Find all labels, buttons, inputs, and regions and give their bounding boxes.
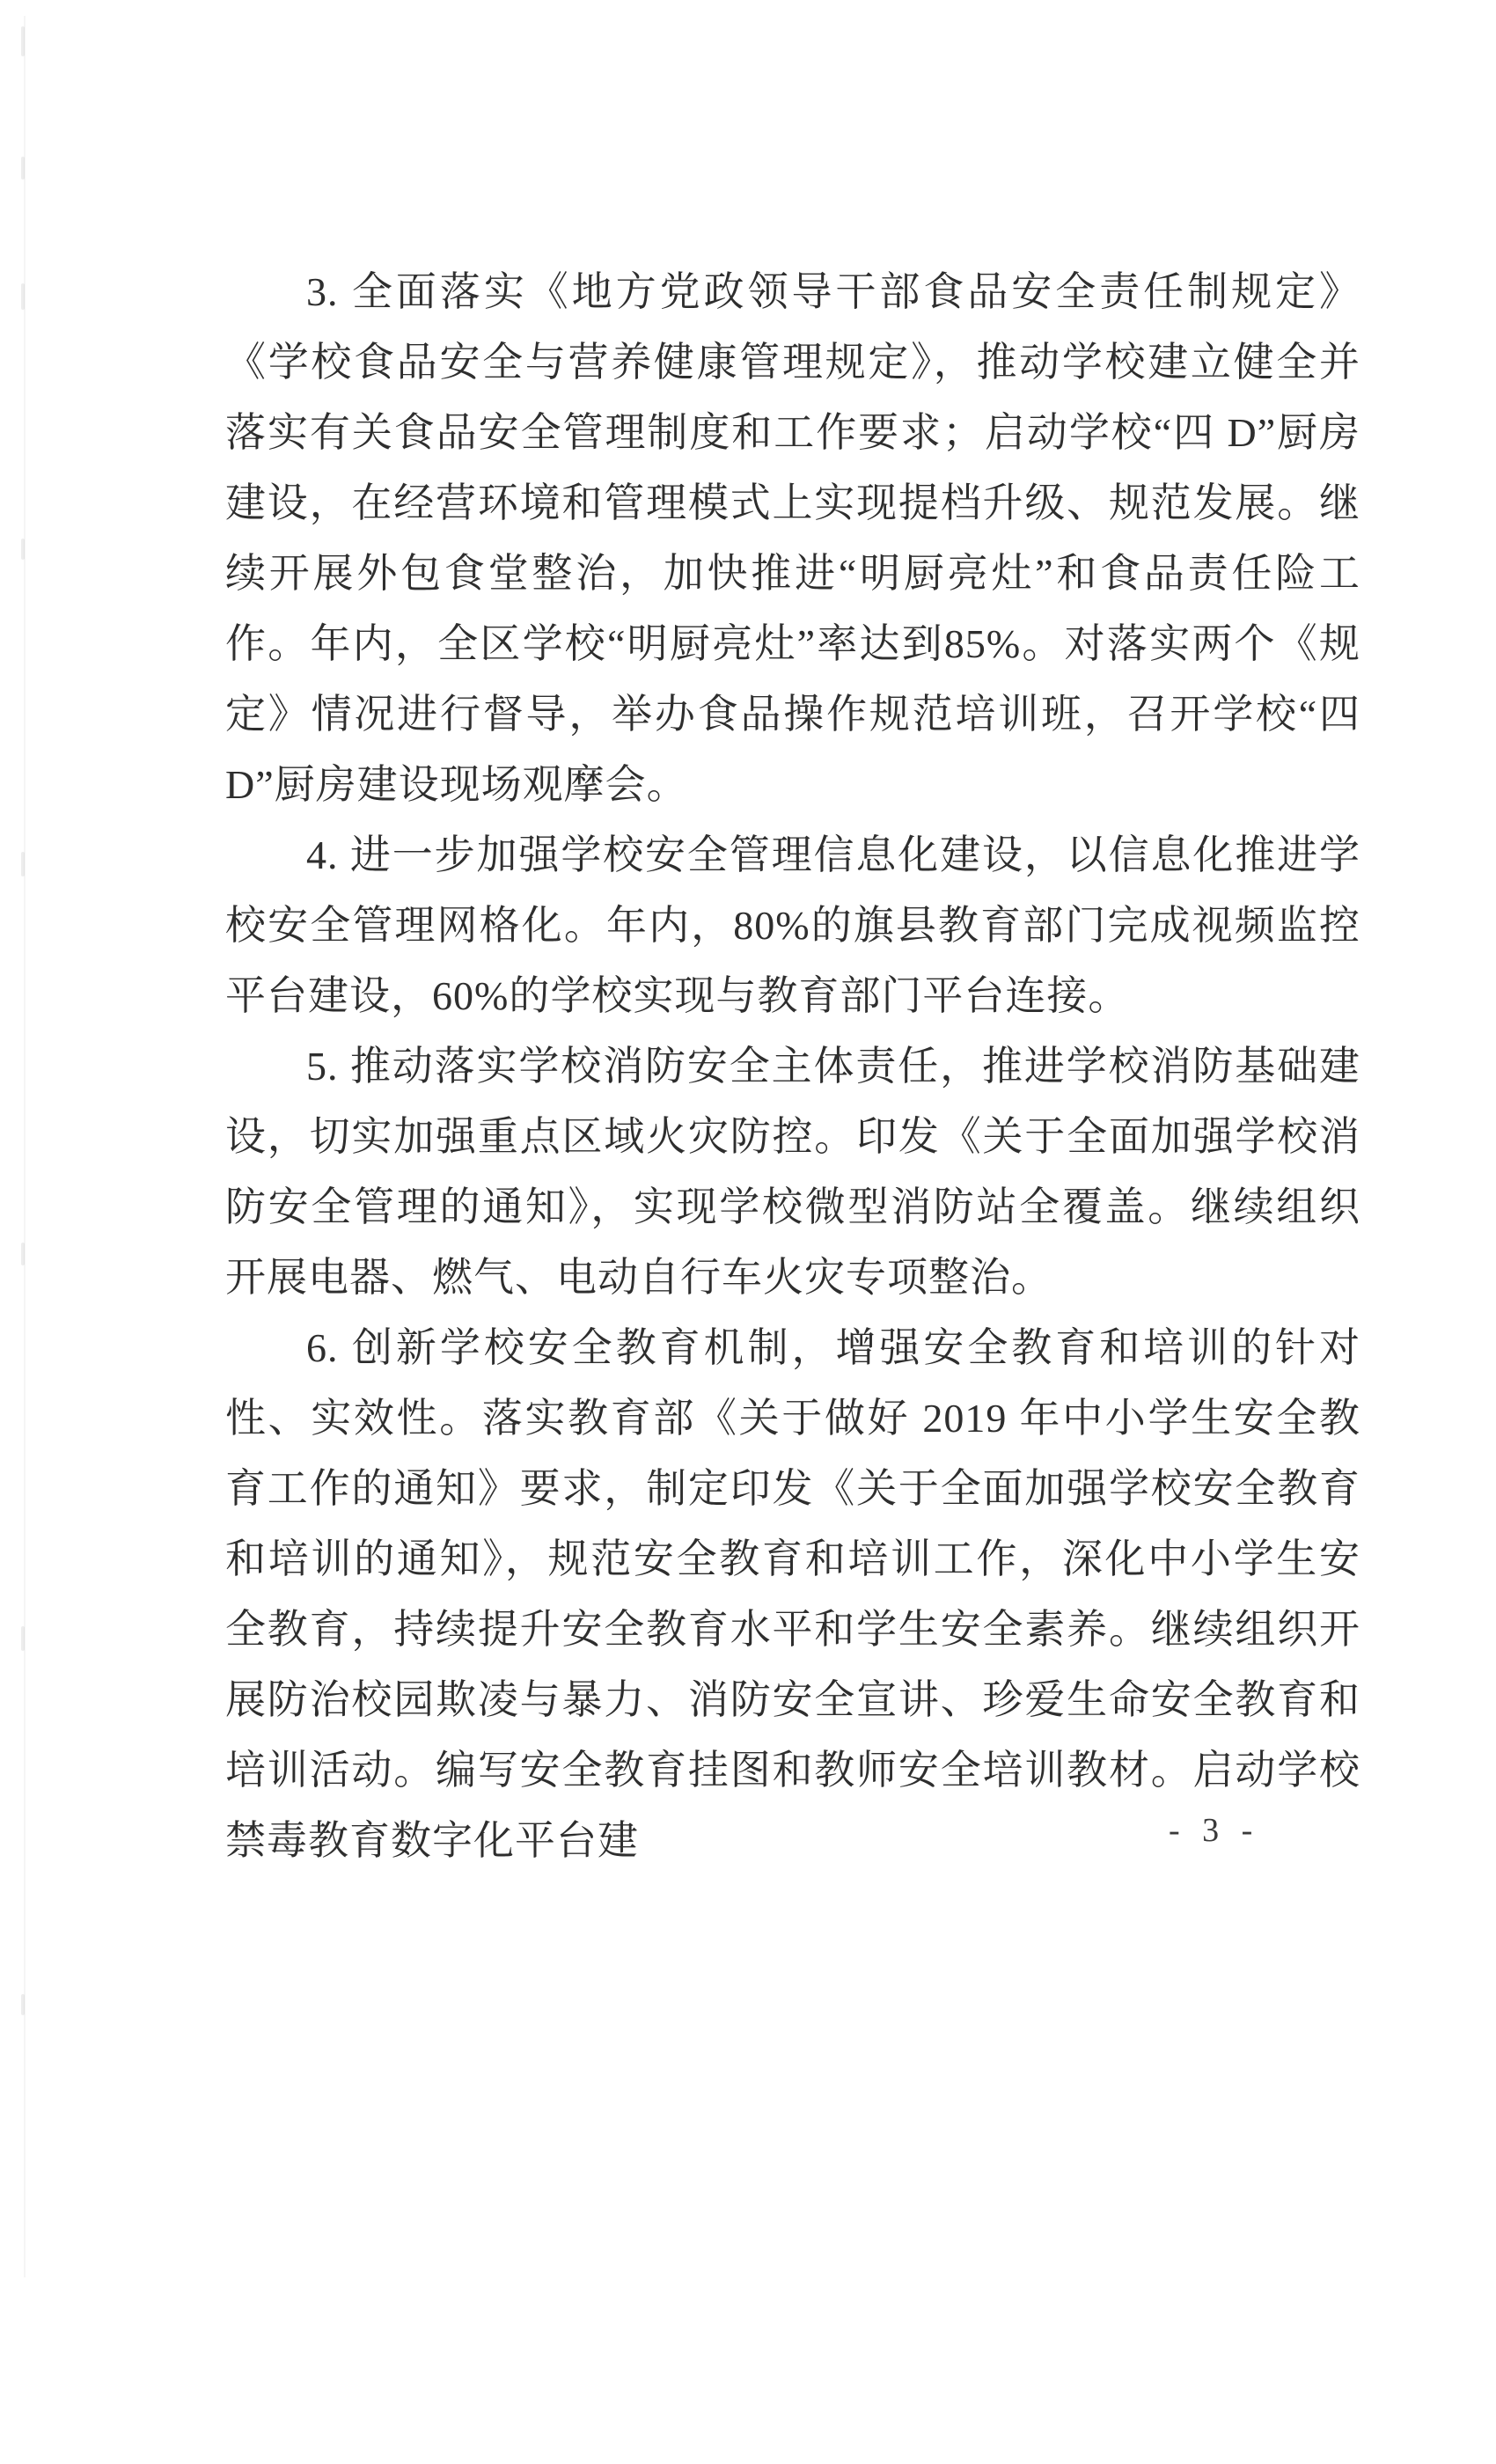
paragraph-4: 4. 进一步加强学校安全管理信息化建设，以信息化推进学校安全管理网格化。年内，80%的旗县教育部门完成视频监控平台建设，60%的学校实现与教育部门平台连接。 xyxy=(225,832,1360,1018)
scan-edge-artifact xyxy=(21,283,25,310)
paragraph-6: 6. 创新学校安全教育机制，增强安全教育和培训的针对性、实效性。落实教育部《关于做好 2019 年中小学生安全教育工作的通知》要求，制定印发《关于全面加强学校安全教育和培训的通知》，规范安全教育和培训工作，深化中小学生安全教育，持续提升安全教育水平和学生安全素养。继续组织开展防治校园欺凌与暴力、消防安全宣讲、珍爱生命安全教育和培训活动。编写安全教育挂图和教师安全培训教材。启动学校禁毒教育数字化平台建 xyxy=(225,1325,1360,1863)
paragraph-5: 5. 推动落实学校消防安全主体责任，推进学校消防基础建设，切实加强重点区域火灾防控。印发《关于全面加强学校消防安全管理的通知》，实现学校微型消防站全覆盖。继续组织开展电器、燃气、电动自行车火灾专项整治。 xyxy=(225,1044,1360,1300)
scan-edge-artifact xyxy=(24,16,26,2277)
scan-edge-artifact xyxy=(21,1994,25,2015)
scan-edge-artifact xyxy=(21,1626,25,1651)
document-body-text xyxy=(225,257,1360,1876)
scan-edge-artifact xyxy=(21,157,25,180)
scan-edge-artifact xyxy=(21,539,25,560)
scan-edge-artifact xyxy=(21,26,25,56)
scan-edge-artifact xyxy=(21,852,25,876)
scan-edge-artifact xyxy=(21,1243,25,1265)
page-number: - 3 - xyxy=(1169,1812,1260,1849)
paragraph-3: 3. 全面落实《地方党政领导干部食品安全责任制规定》《学校食品安全与营养健康管理规定》，推动学校建立健全并落实有关食品安全管理制度和工作要求；启动学校“四 D”厨房建设，在经营环境和管理模式上实现提档升级、规范发展。继续开展外包食堂整治，加快推进“明厨亮灶”和食品责任险工作。年内，全区学校“明厨亮灶”率达到85%。对落实两个《规定》情况进行督导，举办食品操作规范培训班，召开学校“四D”厨房建设现场观摩会。 xyxy=(225,269,1360,807)
